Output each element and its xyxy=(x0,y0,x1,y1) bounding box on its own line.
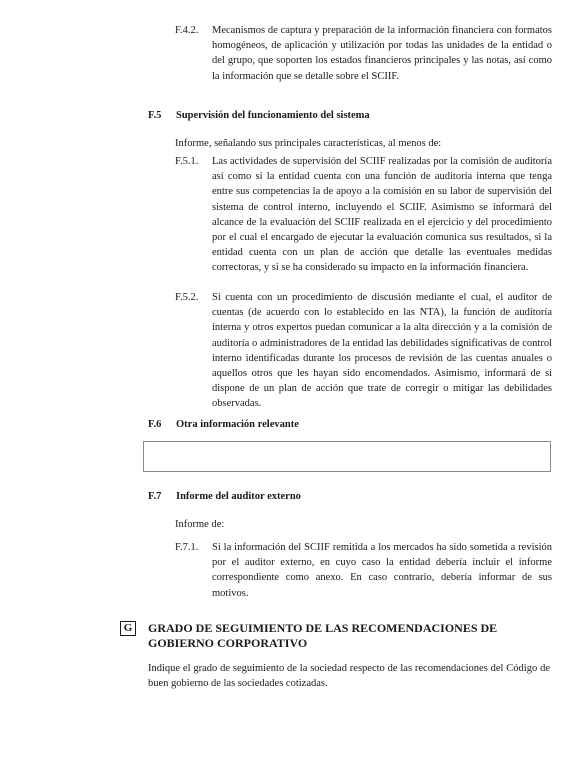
section-g-intro: Indique el grado de seguimiento de la sociedad respecto de las recomendaciones del Código de buen gobierno de las sociedades cotizadas. xyxy=(148,663,550,689)
section-f5-intro: Informe, señalando sus principales características, al menos de: xyxy=(175,138,442,149)
section-number: F.7 xyxy=(148,491,162,502)
other-info-answer-box[interactable] xyxy=(143,441,551,472)
item-number: F.5.2. xyxy=(175,292,199,303)
item-text: Mecanismos de captura y preparación de la información financiera con formatos homogéneos, de aplicación y utilización por todas las unidades de la entidad o del grupo, que soporten los estados financieros principales y las notas, así como la información que se detalle sobre el SCIIF. xyxy=(212,25,552,82)
section-f7-intro: Informe de: xyxy=(175,519,225,530)
section-title: Otra información relevante xyxy=(176,419,299,430)
section-number: F.5 xyxy=(148,110,162,121)
item-text: Si la información del SCIIF remitida a los mercados ha sido sometida a revisión por el auditor externo, en cuyo caso la entidad debería incluir el informe correspondiente como anexo. En caso contrario, debería informar de sus motivos. xyxy=(212,542,552,599)
item-number: F.5.1. xyxy=(175,156,199,167)
item-text: Si cuenta con un procedimiento de discusión mediante el cual, el auditor de cuentas (de acuerdo con lo establecido en las NTA), la función de auditoría interna y otros expertos puedan comunicar a la alta dirección y a la comisión de auditoría o administradores de la entidad las debilidades significativas de control interno identificadas durante los procesos de revisión de las cuentas anuales o aquellos otros que les hayan sido encomendados. Asimismo, informará de si dispone de un plan de acción que trate de corregir o mitigar las debilidades observadas. xyxy=(212,292,552,410)
item-number: F.7.1. xyxy=(175,542,199,553)
section-title: Supervisión del funcionamiento del sistema xyxy=(176,110,370,121)
section-g-badge: G xyxy=(120,621,136,636)
item-number: F.4.2. xyxy=(175,25,199,36)
item-f71 xyxy=(175,540,553,602)
item-f52 xyxy=(175,290,553,410)
section-title: Informe del auditor externo xyxy=(176,491,301,502)
section-number: F.6 xyxy=(148,419,162,430)
item-f51 xyxy=(175,154,553,284)
item-text: Las actividades de supervisión del SCIIF realizadas por la comisión de auditoría así como si la entidad cuenta con una función de auditoría interna que tenga entre sus competencias la de apoyo a la comisión en su labor de supervisión del sistema de control interno, incluyendo el SCIIF. Asimismo se informará del alcance de la evaluación del SCIIF realizada en el ejercicio y del procedimiento por el cual el encargado de ejecutar la evaluación comunica sus resultados, si la entidad cuenta con un plan de acción que detalle las eventuales medidas correctoras, y si se ha considerado su impacto en la información financiera. xyxy=(212,156,552,274)
item-f42 xyxy=(175,23,553,101)
section-g-title: GRADO DE SEGUIMIENTO DE LAS RECOMENDACIONES DE GOBIERNO CORPORATIVO xyxy=(148,621,498,650)
